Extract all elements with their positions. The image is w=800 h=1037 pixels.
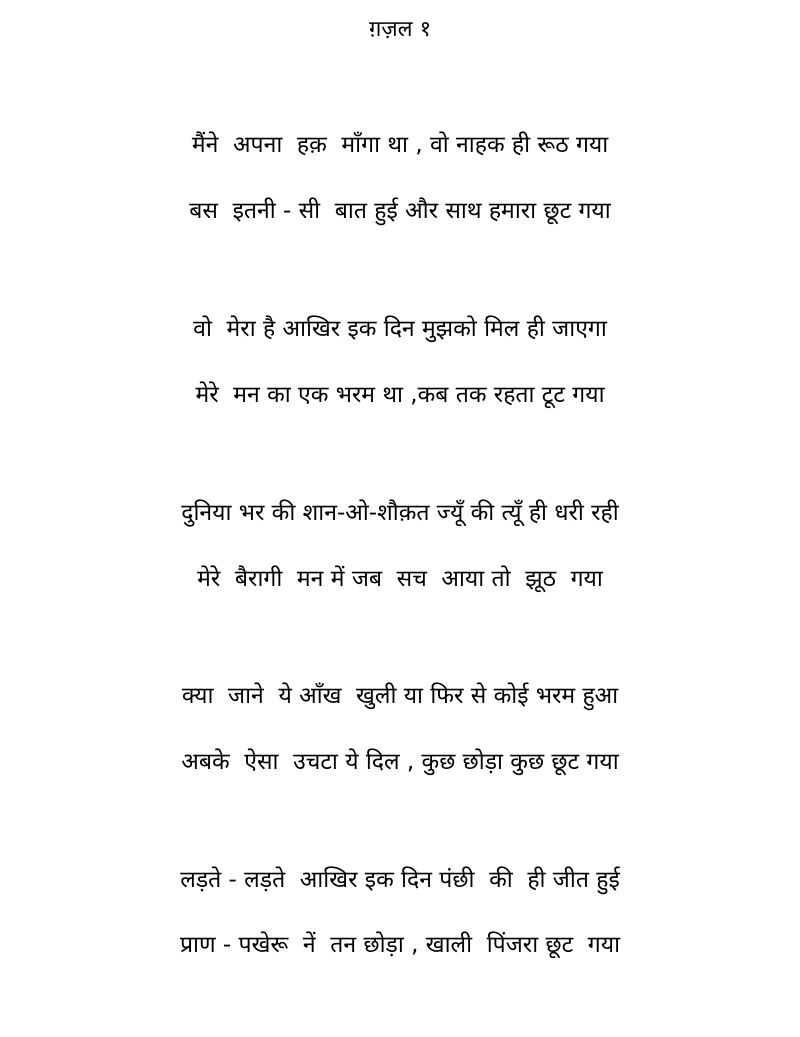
couplet-2-line-1: वो मेरा है आखिर इक दिन मुझको मिल ही जाएगा	[193, 316, 607, 342]
couplet-5-line-2: प्राण - पखेरू नें तन छोड़ा , खाली पिंजरा छूट गया	[179, 932, 621, 958]
ghazal-title: ग़ज़ल १	[368, 17, 432, 42]
couplet-4-line-1: क्या जाने ये आँख खुली या फिर से कोई भरम हुआ	[181, 683, 619, 709]
couplet-4-line-2: अबके ऐसा उचटा ये दिल , कुछ छोड़ा कुछ छूट गया	[181, 749, 619, 775]
couplet-3-line-1: दुनिया भर की शान-ओ-शौक़त ज्यूँ की त्यूँ ही धरी रही	[181, 500, 619, 526]
couplet-2-line-2: मेरे मन का एक भरम था ,कब तक रहता टूट गया	[195, 382, 605, 408]
couplet-3-line-2: मेरे बैरागी मन में जब सच आया तो झूठ गया	[197, 566, 603, 592]
couplet-1-line-1: मैंने अपना हक़ माँगा था , वो नाहक ही रूठ गया	[191, 132, 609, 158]
couplet-1-line-2: बस इतनी - सी बात हुई और साथ हमारा छूट गया	[189, 198, 611, 224]
couplet-5-line-1: लड़ते - लड़ते आखिर इक दिन पंछी की ही जीत हुई	[180, 867, 620, 893]
